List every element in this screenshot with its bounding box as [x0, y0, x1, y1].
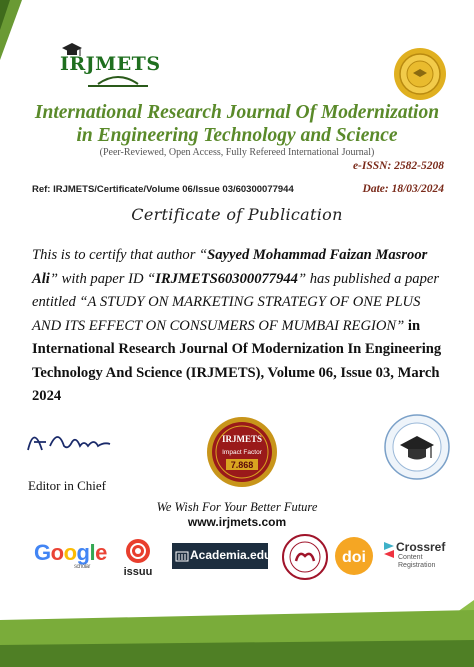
website-link[interactable]: www.irjmets.com — [187, 515, 287, 529]
issue-date: Date: 18/03/2024 — [362, 183, 444, 195]
doi-logo — [334, 536, 380, 581]
author-name: Sayyed Mohammad Faizan Masroor Ali — [32, 247, 428, 287]
badge-middle: Impact Factor — [222, 449, 262, 456]
issuu-logo — [120, 538, 156, 578]
journal-title-line1: International Research Journal Of Modernization — [34, 102, 440, 123]
crossref-text: Crossref — [396, 540, 446, 554]
signature-icon — [24, 420, 124, 460]
academia-logo — [172, 543, 272, 569]
academia-icon — [175, 549, 189, 563]
impact-factor-badge — [206, 416, 278, 488]
body-text-3: ” has published a paper entitled “ — [32, 270, 440, 310]
journal-title-line2: in Engineering Technology and Science — [76, 125, 398, 146]
journal-subtitle: (Peer-Reviewed, Open Access, Fully Refereed International Journal) — [99, 147, 375, 158]
certificate-heading: Certificate of Publication — [131, 205, 343, 224]
academia-text: Academia.edu — [190, 548, 272, 562]
paper-id: IRJMETS60300077944 — [155, 270, 298, 287]
gold-seal-icon — [392, 46, 448, 102]
editor-label: Editor in Chief — [28, 478, 106, 493]
journal-emblem-icon — [384, 414, 450, 480]
crossref-icon — [384, 540, 396, 562]
eissn: e-ISSN: 2582-5208 — [352, 160, 444, 172]
crossref-sub: Content Registration — [398, 554, 436, 569]
mendeley-icon — [282, 534, 328, 580]
doi-icon — [334, 536, 380, 576]
doi-text: doi — [342, 549, 366, 566]
journal-reference: in International Research Journal Of Modernization In Engineering Technology And Science (IRJMETS), Volume 06, Issue 03, March 2024 — [32, 317, 442, 404]
body-text-4: ” — [396, 317, 408, 334]
logo-text: IRJMETS — [60, 53, 161, 75]
certificate-body — [32, 244, 446, 409]
body-text-2: ” with paper ID “ — [49, 270, 156, 287]
badge-value: 7.868 — [230, 460, 254, 470]
issuu-text: issuu — [123, 566, 153, 578]
footer-tagline: We Wish For Your Better Future — [156, 500, 318, 514]
paper-title: A STUDY ON MARKETING STRATEGY OF ONE PLUS AND ITS EFFECT ON CONSUMERS OF MUMBAI REGION — [32, 294, 421, 334]
badge-top: IRJMETS — [221, 434, 263, 444]
google-scholar-sub: scholar — [74, 564, 90, 570]
issuu-icon — [120, 538, 156, 566]
reference-number: Ref: IRJMETS/Certificate/Volume 06/Issue 03/60300077944 — [32, 184, 294, 195]
body-text-1: This is to certify that author “ — [32, 247, 208, 263]
irjmets-logo — [58, 40, 168, 88]
google-scholar-logo: Google scholar — [34, 540, 107, 570]
